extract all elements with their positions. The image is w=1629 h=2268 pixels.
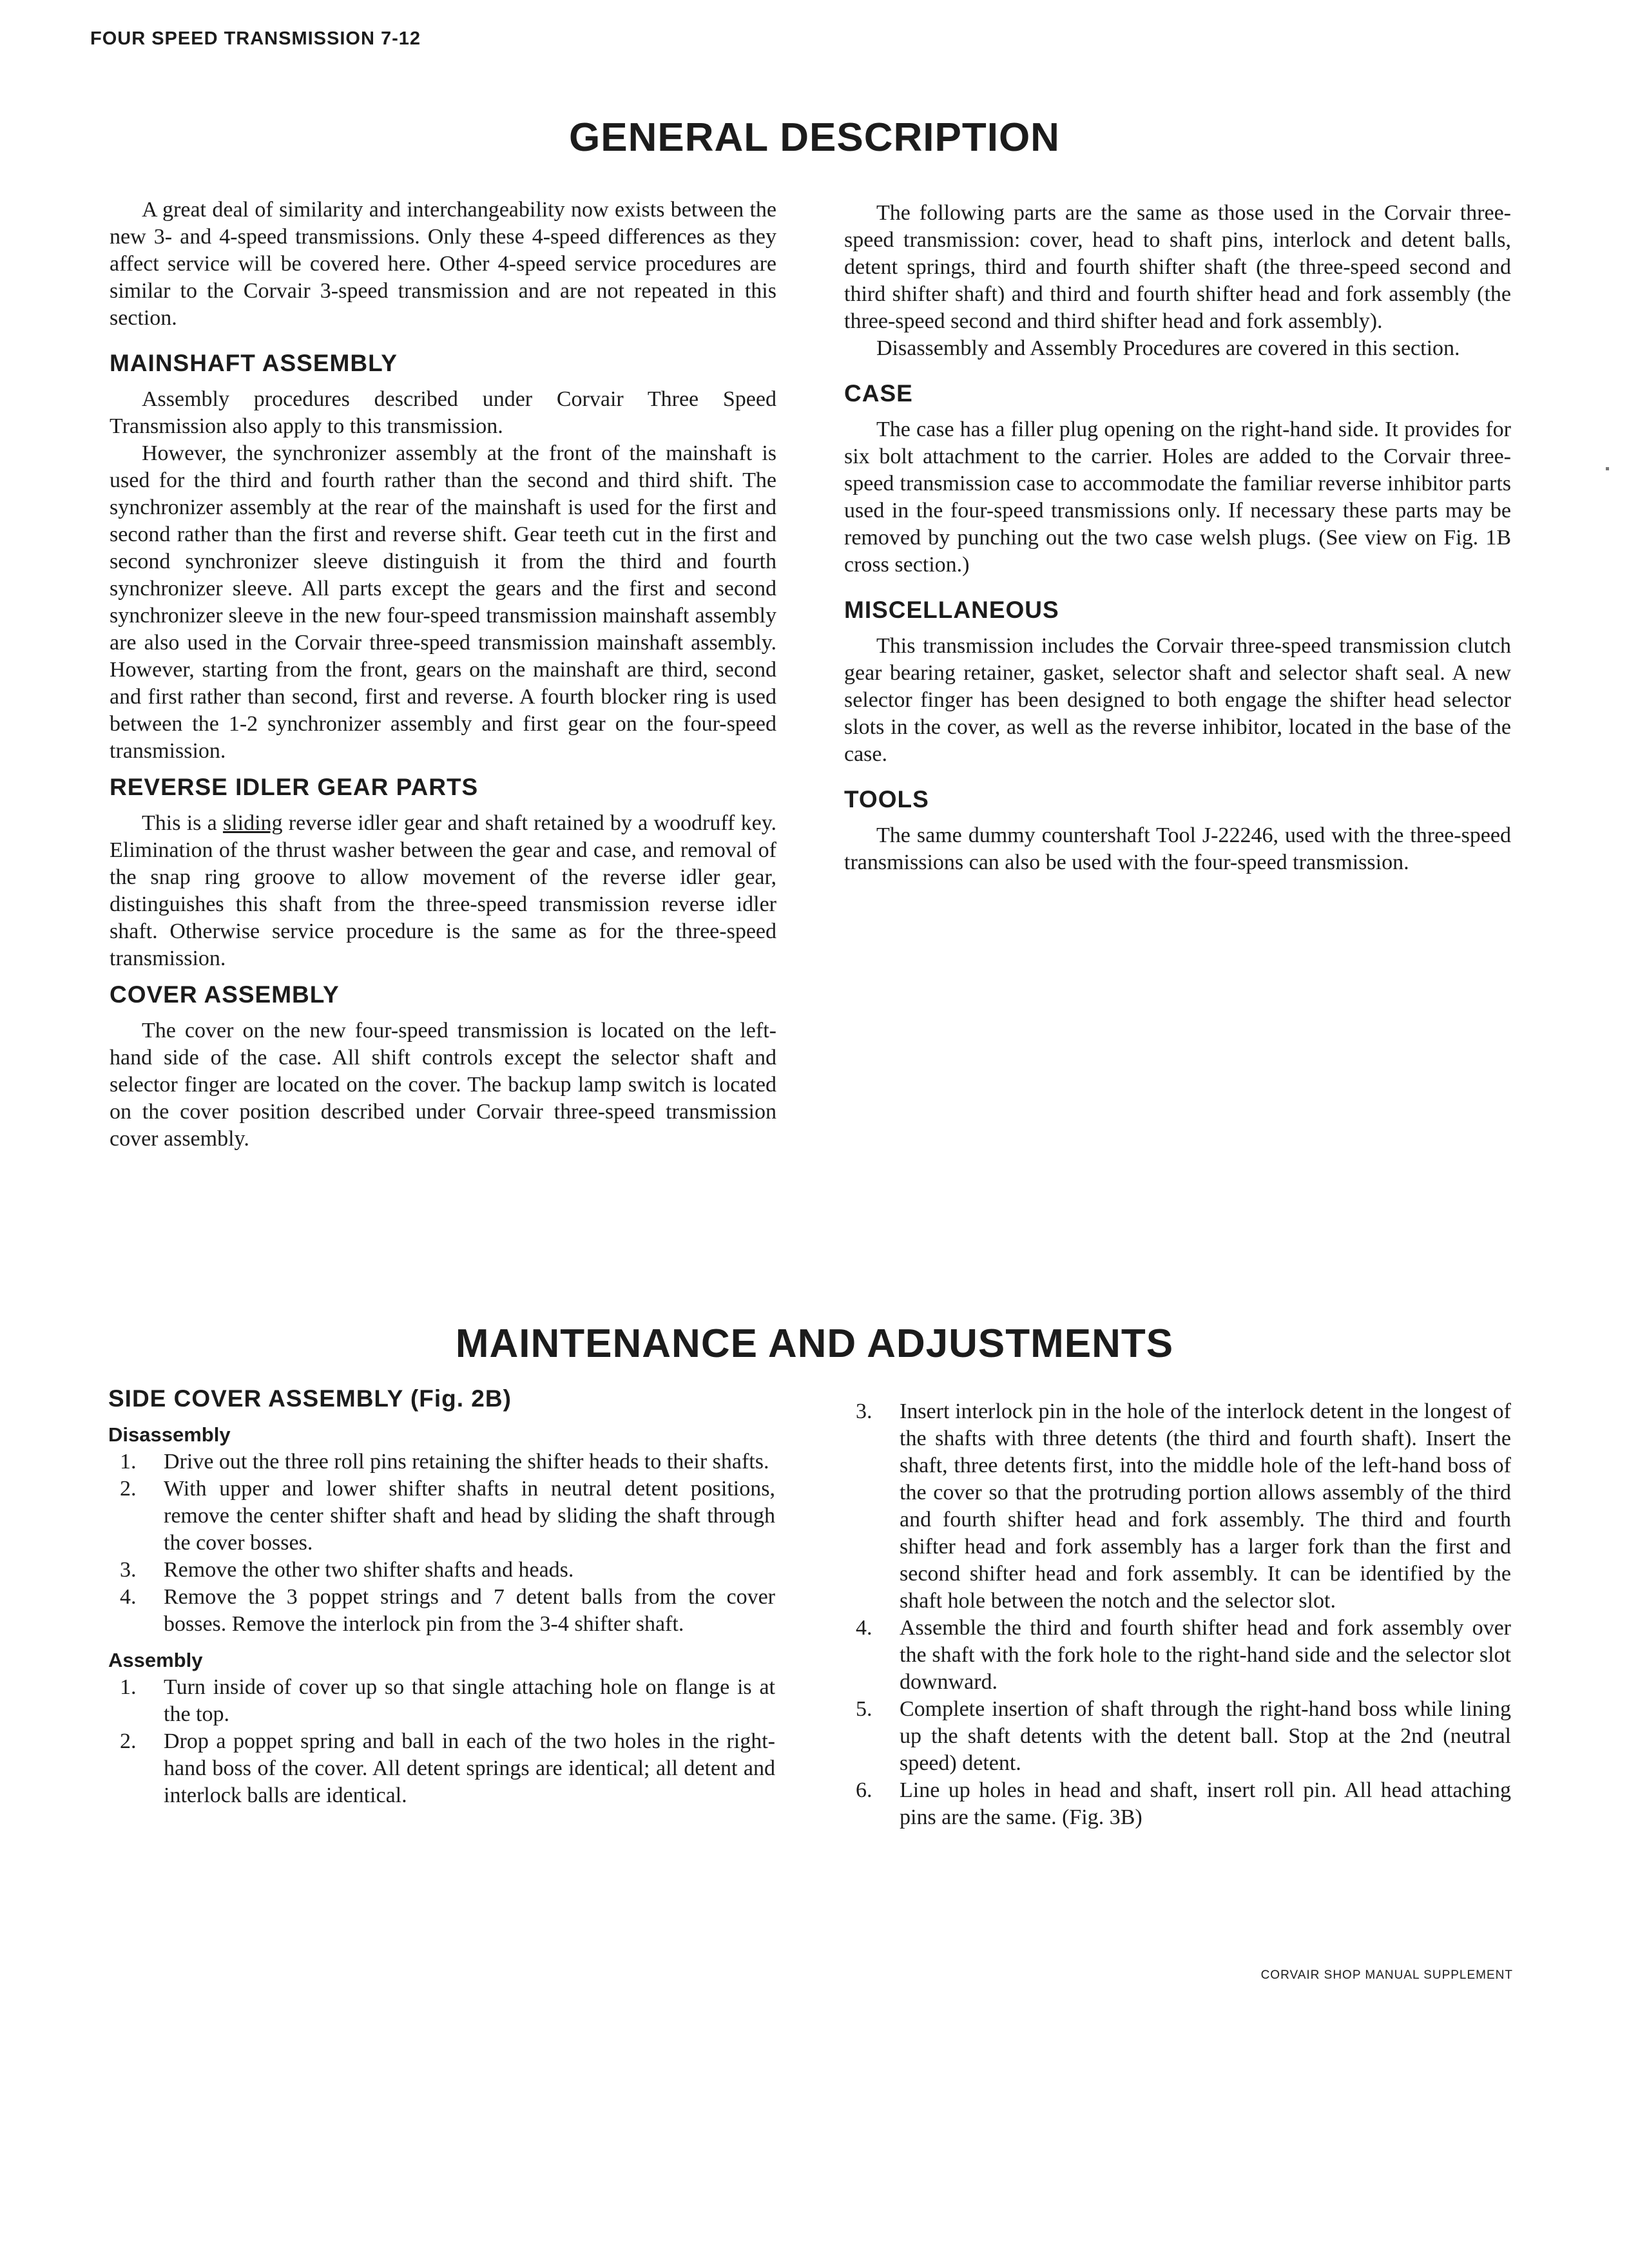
intro-paragraph: A great deal of similarity and interchangeability now exists between the new 3- and 4-speed transmissions. Only these 4-speed differences as they affect service will be covered here. Other 4-speed service procedures are similar to the Corvair 3-speed transmission and are not repeated in this section. xyxy=(110,198,776,330)
assembly-step xyxy=(844,1696,1511,1777)
assembly-step xyxy=(844,1398,1511,1615)
cover-paragraph-3: Disassembly and Assembly Procedures are covered in this section. xyxy=(876,336,1460,360)
heading-miscellaneous: MISCELLANEOUS xyxy=(844,597,1059,623)
step-number: 1. xyxy=(120,1450,137,1474)
assembly-steps-list xyxy=(108,1674,775,1809)
step-text: Line up holes in head and shaft, insert roll pin. All head attaching pins are the same. (Fig. 3B) xyxy=(900,1778,1511,1829)
miscellaneous-paragraph: This transmission includes the Corvair three-speed transmission clutch gear bearing retainer, gasket, selector shaft and selector shaft seal. A new selector finger has been designed to both engage the shifter head selector slots in the cover, as well as the reverse inhibitor, located in the base of the case. xyxy=(844,634,1511,766)
step-text: Assemble the third and fourth shifter head and fork assembly over the shaft with the fork hole to the right-hand side and the selector slot downward. xyxy=(900,1616,1511,1694)
cover-paragraph-2: The following parts are the same as those used in the Corvair three-speed transmission: cover, head to shaft pins, interlock and detent balls, detent springs, third and fourth shifter shaft (the three-speed second and third shifter shaft) and third and fourth shifter head and fork assembly (the three-speed second and third shifter head and fork assembly). xyxy=(844,201,1511,333)
assembly-step xyxy=(108,1728,775,1809)
step-text: With upper and lower shifter shafts in neutral detent positions, remove the center shifter shaft and head by sliding the shaft through the cover bosses. xyxy=(164,1477,775,1555)
assembly-step xyxy=(844,1615,1511,1696)
step-text: Complete insertion of shaft through the right-hand boss while lining up the shaft detents with the detent ball. Stop at the 2nd (neutral speed) detent. xyxy=(900,1697,1511,1775)
step-text: Drop a poppet spring and ball in each of the two holes in the right-hand boss of the cover. All detent springs are identical; all detent and interlock balls are identical. xyxy=(164,1729,775,1807)
reverse-idler-paragraph xyxy=(110,810,776,972)
margin-mark xyxy=(1606,467,1609,470)
disassembly-step xyxy=(108,1475,775,1557)
reverse-idler-text-end: reverse idler gear and shaft retained by a woodruff key. Elimination of the thrust washer between the gear and case, and removal of the snap ring groove to allow movement of the reverse idler gear, distinguishes this shaft from the three-speed transmission reverse idler shaft. Otherwise service procedure is the same as for the three-speed transmission. xyxy=(110,811,776,970)
assembly-step xyxy=(108,1674,775,1728)
case-paragraph: The case has a filler plug opening on the right-hand side. It provides for six bolt attachment to the carrier. Holes are added to the Corvair three-speed transmission case to accommodate the familiar reverse inhibitor parts used in the four-speed transmissions only. If necessary these parts may be removed by punching out the two case welsh plugs. (See view on Fig. 1B cross section.) xyxy=(844,418,1511,577)
heading-tools: TOOLS xyxy=(844,786,929,812)
section-title-general-description: GENERAL DESCRIPTION xyxy=(569,115,1060,160)
section-title-maintenance-and-adjustments: MAINTENANCE AND ADJUSTMENTS xyxy=(455,1321,1174,1366)
step-text: Remove the other two shifter shafts and heads. xyxy=(164,1558,574,1582)
heading-cover-assembly: COVER ASSEMBLY xyxy=(110,981,340,1008)
general-left-column xyxy=(110,197,776,1153)
disassembly-step xyxy=(108,1448,775,1475)
step-number: 2. xyxy=(120,1477,137,1501)
step-number: 2. xyxy=(120,1729,137,1753)
running-header: FOUR SPEED TRANSMISSION 7-12 xyxy=(90,28,421,49)
step-number: 3. xyxy=(856,1399,872,1423)
heading-reverse-idler-gear-parts: REVERSE IDLER GEAR PARTS xyxy=(110,774,479,800)
maintenance-left-column xyxy=(108,1385,775,1809)
step-number: 3. xyxy=(120,1558,137,1582)
step-number: 5. xyxy=(856,1697,872,1721)
assembly-steps-list-continued xyxy=(844,1398,1511,1831)
step-number: 4. xyxy=(856,1616,872,1640)
mainshaft-paragraph-2: However, the synchronizer assembly at the front of the mainshaft is used for the third and fourth rather than the second and third shift. The synchronizer assembly at the rear of the mainshaft is used for the first and second rather than the first and reverse shift. Gear teeth cut in the first and second synchronizer sleeve distinguish it from the third and fourth synchronizer sleeve. All parts except the gears and the first and second synchronizer sleeve in the new four-speed transmission mainshaft assembly are also used in the Corvair three-speed transmission mainshaft assembly. However, starting from the front, gears on the mainshaft are third, second and first rather than second, first and reverse. A fourth blocker ring is used between the 1-2 synchronizer assembly and first gear on the four-speed transmission. xyxy=(110,441,776,763)
step-number: 6. xyxy=(856,1778,872,1802)
subheading-disassembly: Disassembly xyxy=(108,1423,231,1446)
reverse-idler-text-start: This is a xyxy=(142,811,223,835)
step-number: 4. xyxy=(120,1585,137,1609)
step-text: Drive out the three roll pins retaining the shifter heads to their shafts. xyxy=(164,1450,769,1474)
assembly-step xyxy=(844,1777,1511,1831)
disassembly-step xyxy=(108,1584,775,1638)
heading-case: CASE xyxy=(844,380,913,407)
mainshaft-paragraph-1: Assembly procedures described under Corvair Three Speed Transmission also apply to this transmission. xyxy=(110,387,776,438)
reverse-idler-underlined-word: sliding xyxy=(222,811,283,835)
step-text: Insert interlock pin in the hole of the interlock detent in the longest of the shafts with three detents (the third and fourth shaft). Insert the shaft, three detents first, into the middle hole of the left-hand boss of the cover so that the protruding portion allows assembly of the third and fourth shifter head and fork assembly. The third and fourth shifter head and fork assembly has a larger fork than the first and second shifter head and fork assembly. It can be identified by the shaft hole between the notch and the selector slot. xyxy=(900,1399,1511,1613)
maintenance-right-column xyxy=(844,1398,1511,1831)
disassembly-steps-list xyxy=(108,1448,775,1638)
heading-side-cover-assembly: SIDE COVER ASSEMBLY (Fig. 2B) xyxy=(108,1385,512,1412)
page-footer: CORVAIR SHOP MANUAL SUPPLEMENT xyxy=(1260,1968,1513,1982)
heading-mainshaft-assembly: MAINSHAFT ASSEMBLY xyxy=(110,350,398,376)
tools-paragraph: The same dummy countershaft Tool J-22246, used with the three-speed transmissions can also be used with the four-speed transmission. xyxy=(844,823,1511,874)
disassembly-step xyxy=(108,1557,775,1584)
step-text: Remove the 3 poppet strings and 7 detent balls from the cover bosses. Remove the interlock pin from the 3-4 shifter shaft. xyxy=(164,1585,775,1636)
subheading-assembly: Assembly xyxy=(108,1649,203,1671)
cover-paragraph-1: The cover on the new four-speed transmission is located on the left-hand side of the case. All shift controls except the selector shaft and selector finger are located on the cover. The backup lamp switch is located on the cover position described under Corvair three-speed transmission cover assembly. xyxy=(110,1019,776,1151)
step-number: 1. xyxy=(120,1675,137,1699)
step-text: Turn inside of cover up so that single attaching hole on flange is at the top. xyxy=(164,1675,775,1726)
general-right-column xyxy=(844,200,1511,876)
